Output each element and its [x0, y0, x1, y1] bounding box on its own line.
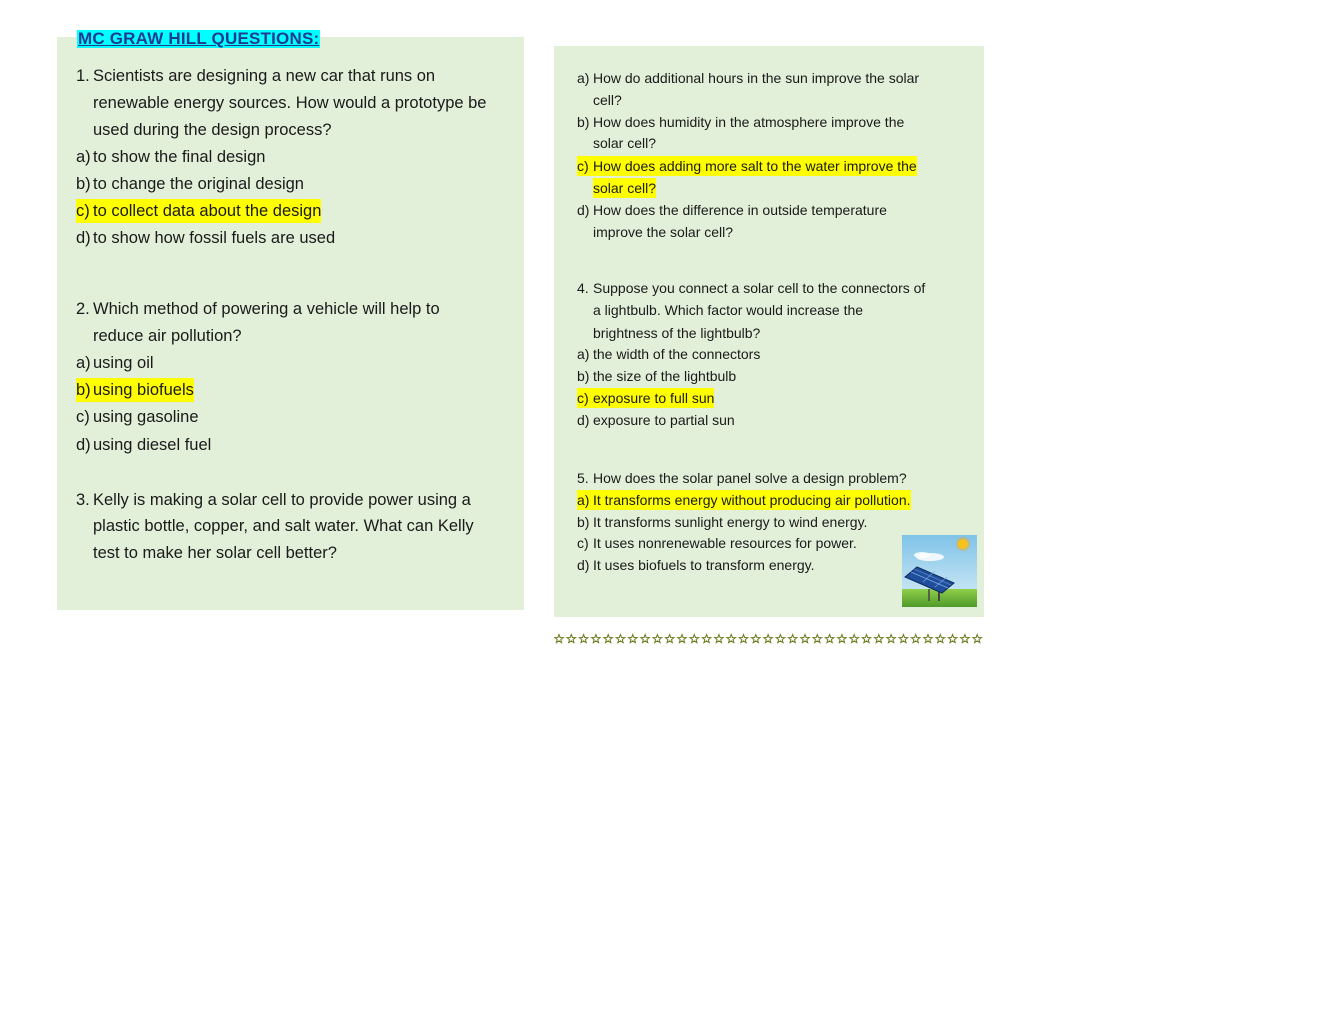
- border-star-icon: [739, 635, 748, 643]
- q4-line-1: [577, 278, 925, 298]
- option-label: b): [577, 114, 590, 130]
- border-star-icon: [764, 635, 773, 643]
- q5-option-d: [577, 555, 815, 575]
- option-text: using gasoline: [93, 408, 199, 426]
- q1-number: 1.: [76, 67, 90, 85]
- q1-option-c-answer: [76, 199, 321, 223]
- q3-number: 3.: [76, 491, 90, 509]
- q1-line-2: renewable energy sources. How would a prototype be: [93, 94, 487, 112]
- option-label: c): [577, 390, 589, 406]
- q3-option-c-cont: solar cell?: [593, 180, 657, 196]
- q5-number: 5.: [577, 470, 589, 486]
- q3-option-c-answer: [577, 156, 917, 176]
- border-star-icon: [604, 635, 613, 643]
- option-text: It transforms energy without producing air pollution.: [593, 492, 911, 508]
- q4-line-3: brightness of the lightbulb?: [593, 325, 761, 341]
- option-text: to show the final design: [93, 148, 266, 166]
- border-star-icon: [899, 635, 908, 643]
- border-star-icon: [629, 635, 638, 643]
- q1-line-1: [76, 64, 435, 88]
- border-star-icon: [555, 635, 564, 643]
- q5-option-a-answer: [577, 490, 911, 510]
- q3-text-1: Kelly is making a solar cell to provide power using a: [93, 491, 471, 509]
- q3-option-d-cont: improve the solar cell?: [593, 224, 734, 240]
- option-text: How does humidity in the atmosphere improve the: [593, 114, 905, 130]
- option-label: b): [76, 175, 91, 193]
- option-text: to collect data about the design: [93, 202, 322, 220]
- border-star-icon: [961, 635, 970, 643]
- border-star-icon: [567, 635, 576, 643]
- option-text: How do additional hours in the sun improve the solar: [593, 70, 920, 86]
- star-border-decoration: [554, 632, 984, 646]
- q1-line-3: used during the design process?: [93, 121, 332, 139]
- q4-option-b: [577, 366, 736, 386]
- q3-option-b-cont: solar cell?: [593, 135, 657, 151]
- q4-text-1: Suppose you connect a solar cell to the connectors of: [593, 280, 926, 296]
- option-label: a): [76, 148, 91, 166]
- option-text: How does the difference in outside temperature: [593, 202, 887, 218]
- border-star-icon: [862, 635, 871, 643]
- border-star-icon: [838, 635, 847, 643]
- q2-text-1: Which method of powering a vehicle will help to: [93, 300, 440, 318]
- left-question-panel: [57, 30, 524, 610]
- border-star-icon: [973, 635, 982, 643]
- right-question-panel: [554, 46, 984, 617]
- option-text: using biofuels: [93, 381, 194, 399]
- q1-text-1: Scientists are designing a new car that runs on: [93, 67, 436, 85]
- option-label: b): [577, 514, 590, 530]
- border-star-icon: [850, 635, 859, 643]
- option-text: the width of the connectors: [593, 346, 761, 362]
- border-star-icon: [690, 635, 699, 643]
- border-star-icon: [948, 635, 957, 643]
- option-label: c): [577, 158, 589, 174]
- q4-option-a: [577, 344, 760, 364]
- border-star-icon: [715, 635, 724, 643]
- border-star-icon: [727, 635, 736, 643]
- page-title: MC GRAW HILL QUESTIONS:: [78, 30, 320, 48]
- q4-line-2: a lightbulb. Which factor would increase the: [593, 302, 864, 318]
- q3-option-d: [577, 200, 887, 220]
- border-star-icon: [788, 635, 797, 643]
- border-star-icon: [801, 635, 810, 643]
- q3-line-2: plastic bottle, copper, and salt water. What can Kelly: [93, 517, 474, 535]
- option-text: It transforms sunlight energy to wind energy.: [593, 514, 868, 530]
- option-label: c): [76, 408, 90, 426]
- q1-option-b: [76, 172, 304, 196]
- border-star-icon: [776, 635, 785, 643]
- option-text: How does adding more salt to the water improve the: [593, 158, 917, 174]
- option-text: It uses biofuels to transform energy.: [593, 557, 815, 573]
- option-label: a): [76, 354, 91, 372]
- option-label: c): [577, 535, 589, 551]
- border-star-icon: [592, 635, 601, 643]
- border-star-icon: [825, 635, 834, 643]
- border-star-icon: [911, 635, 920, 643]
- border-star-icon: [887, 635, 896, 643]
- option-text: using diesel fuel: [93, 436, 212, 454]
- q2-line-2: reduce air pollution?: [93, 327, 242, 345]
- option-label: d): [76, 436, 91, 454]
- border-star-icon: [641, 635, 650, 643]
- q2-option-c: [76, 405, 199, 429]
- option-label: d): [577, 412, 590, 428]
- border-star-icon: [653, 635, 662, 643]
- option-text: using oil: [93, 354, 154, 372]
- border-star-icon: [579, 635, 588, 643]
- q5-line-1: [577, 468, 907, 488]
- q5-text-1: How does the solar panel solve a design problem?: [593, 470, 907, 486]
- option-text: to change the original design: [93, 175, 304, 193]
- border-star-icon: [752, 635, 761, 643]
- q3-option-a: [577, 68, 919, 88]
- border-star-icon: [678, 635, 687, 643]
- border-star-icon: [616, 635, 625, 643]
- q4-number: 4.: [577, 280, 589, 296]
- q2-option-a: [76, 351, 154, 375]
- q1-option-d: [76, 226, 335, 250]
- option-label: b): [76, 381, 91, 399]
- q2-number: 2.: [76, 300, 90, 318]
- q3-line-1: [76, 488, 471, 512]
- q4-option-c-answer: [577, 388, 714, 408]
- q2-option-b-answer: [76, 378, 194, 402]
- option-label: a): [577, 346, 590, 362]
- option-text: exposure to full sun: [593, 390, 715, 406]
- option-label: d): [76, 229, 91, 247]
- option-label: a): [577, 70, 590, 86]
- border-star-icon: [875, 635, 884, 643]
- q5-option-b: [577, 512, 867, 532]
- q3-option-b: [577, 112, 904, 132]
- q2-option-d: [76, 433, 211, 457]
- border-star-icon: [702, 635, 711, 643]
- option-text: exposure to partial sun: [593, 412, 735, 428]
- option-label: d): [577, 202, 590, 218]
- option-label: d): [577, 557, 590, 573]
- solar-panel-image: [902, 535, 977, 607]
- q1-option-a: [76, 145, 265, 169]
- option-label: b): [577, 368, 590, 384]
- option-text: It uses nonrenewable resources for power.: [593, 535, 857, 551]
- border-star-icon: [936, 635, 945, 643]
- option-label: c): [76, 202, 90, 220]
- border-star-icon: [924, 635, 933, 643]
- border-star-icon: [665, 635, 674, 643]
- q4-option-d: [577, 410, 735, 430]
- option-label: a): [577, 492, 590, 508]
- option-text: the size of the lightbulb: [593, 368, 737, 384]
- q3-option-a-cont: cell?: [593, 92, 622, 108]
- q2-line-1: [76, 297, 440, 321]
- q5-option-c: [577, 533, 857, 553]
- border-star-icon: [813, 635, 822, 643]
- option-text: to show how fossil fuels are used: [93, 229, 336, 247]
- q3-line-3: test to make her solar cell better?: [93, 544, 337, 562]
